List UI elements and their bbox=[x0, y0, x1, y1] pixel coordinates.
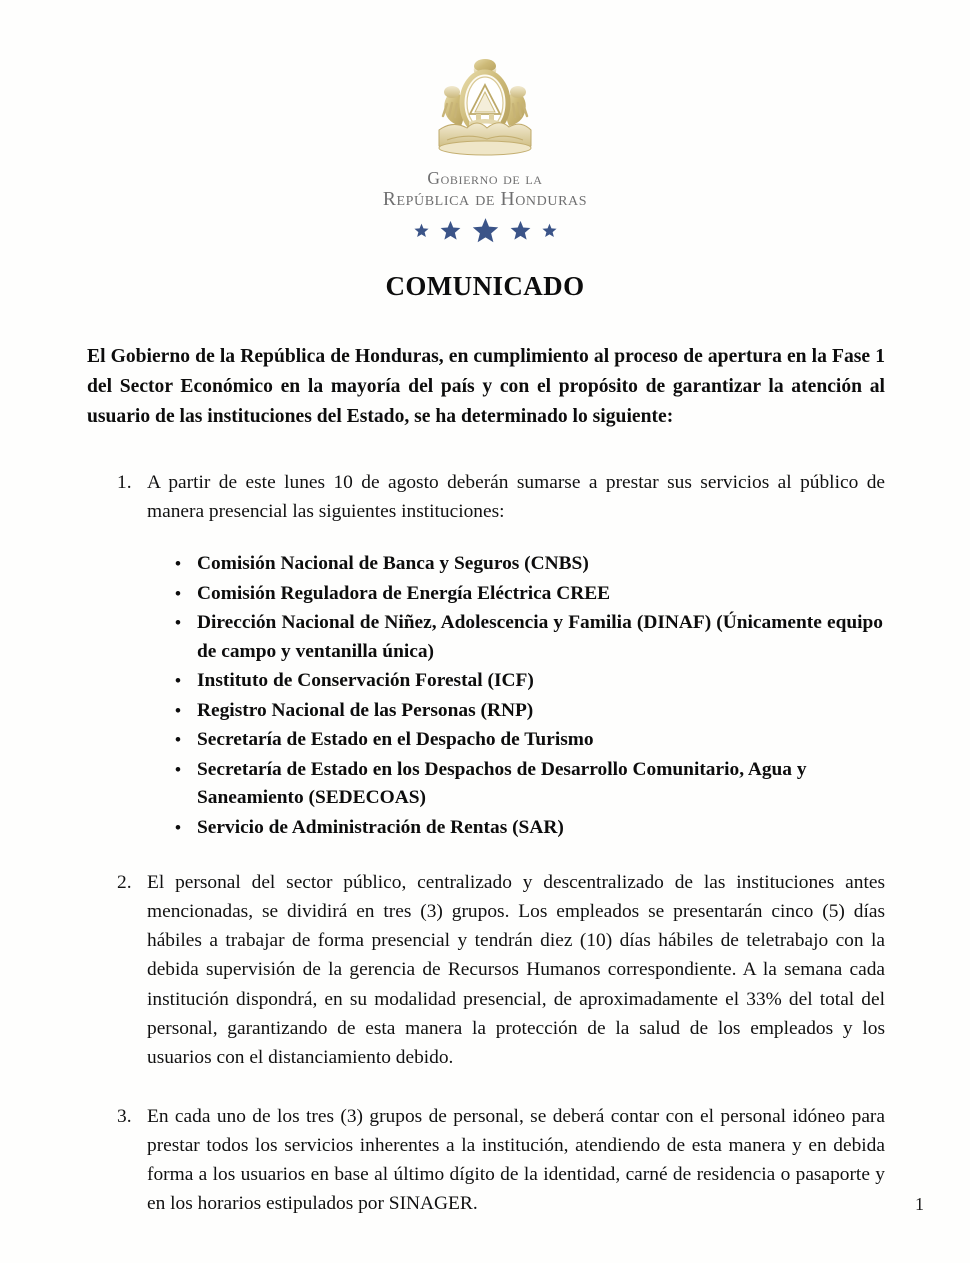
list-item bbox=[87, 609, 885, 666]
honduras-coat-of-arms-icon bbox=[429, 56, 541, 160]
page-number: 1 bbox=[915, 1194, 924, 1214]
institution-name: Dirección Nacional de Niñez, Adolescencia y Familia (DINAF) (Únicamente equipo de campo y ventanilla única) bbox=[197, 612, 883, 662]
list-item-text: En cada uno de los tres (3) grupos de personal, se deberá contar con el personal idóneo para prestar todos los servicios inherentes a la institución, atendiendo de esta manera y en debida forma a los usuarios en base al último dígito de la identidad, carné de residencia o pasaporte y en los horarios estipulados por SINAGER. bbox=[147, 1105, 885, 1215]
list-item-text: A partir de este lunes 10 de agosto deberán sumarse a prestar sus servicios al público de manera presencial las siguientes instituciones: bbox=[147, 471, 885, 522]
bullet-icon: • bbox=[175, 613, 181, 633]
star-icon bbox=[472, 217, 499, 244]
list-item-text: El personal del sector público, centralizado y descentralizado de las instituciones antes mencionadas, se dividirá en tres (3) grupos. Los empleados se presentarán cinco (5) días hábiles a trabajar de forma presencial y tendrán diez (10) días hábiles de teletrabajo con la debida supervisión de la gerencia de Recursos Humanos correspondiente. A la semana cada institución dispondrá, en su modalidad presencial, de aproximadamente el 33% del total del personal, garantizando de esta manera la protección de la salud de los empleados y los usuarios con el distanciamiento debido. bbox=[147, 872, 885, 1068]
list-item bbox=[87, 726, 885, 755]
list-item bbox=[87, 1102, 885, 1218]
star-icon bbox=[440, 220, 461, 241]
document-body bbox=[43, 342, 927, 1218]
institution-name: Secretaría de Estado en los Despachos de Desarrollo Comunitario, Agua y Saneamiento (SEDECOAS) bbox=[197, 758, 807, 809]
government-wordmark-line-2: República de Honduras bbox=[382, 188, 588, 210]
bullet-icon: • bbox=[175, 730, 181, 750]
list-item bbox=[87, 468, 885, 526]
bullet-icon: • bbox=[175, 583, 181, 603]
bullet-icon: • bbox=[175, 553, 181, 573]
bullet-icon: • bbox=[175, 671, 181, 691]
document-header bbox=[0, 0, 970, 243]
list-item-number: 2. bbox=[117, 872, 132, 894]
list-item bbox=[87, 667, 885, 696]
star-icon bbox=[414, 223, 429, 238]
star-icon bbox=[510, 220, 531, 241]
list-item-number: 1. bbox=[117, 471, 132, 493]
institution-name: Registro Nacional de las Personas (RNP) bbox=[197, 699, 534, 721]
institution-name: Servicio de Administración de Rentas (SAR) bbox=[197, 816, 564, 838]
institutions-list bbox=[87, 550, 885, 842]
government-wordmark-line-1: Gobierno de la bbox=[427, 168, 543, 188]
star-icon bbox=[542, 223, 557, 238]
bullet-icon: • bbox=[175, 817, 181, 837]
institution-name: Comisión Reguladora de Energía Eléctrica CREE bbox=[197, 582, 611, 604]
institution-name: Instituto de Conservación Forestal (ICF) bbox=[197, 670, 534, 692]
institution-name: Comisión Nacional de Banca y Seguros (CNBS) bbox=[197, 552, 589, 574]
list-item bbox=[87, 550, 885, 579]
bullet-icon: • bbox=[175, 700, 181, 720]
institution-name: Secretaría de Estado en el Despacho de Turismo bbox=[197, 729, 594, 751]
list-item bbox=[87, 814, 885, 843]
list-item-number: 3. bbox=[117, 1105, 132, 1127]
star-divider bbox=[414, 217, 557, 243]
list-item bbox=[87, 756, 885, 813]
list-item bbox=[87, 868, 885, 1072]
page-title: COMUNICADO bbox=[385, 271, 585, 302]
list-item bbox=[87, 580, 885, 609]
list-item bbox=[87, 697, 885, 726]
numbered-list bbox=[87, 468, 885, 1219]
intro-paragraph: El Gobierno de la República de Honduras, en cumplimiento al proceso de apertura en la Fase 1 del Sector Económico en la mayoría del país y con el propósito de garantizar la atención al usuario de las instituciones del Estado, se ha determinado lo siguiente: bbox=[87, 346, 885, 427]
government-wordmark bbox=[383, 169, 587, 210]
bullet-icon: • bbox=[175, 759, 181, 779]
